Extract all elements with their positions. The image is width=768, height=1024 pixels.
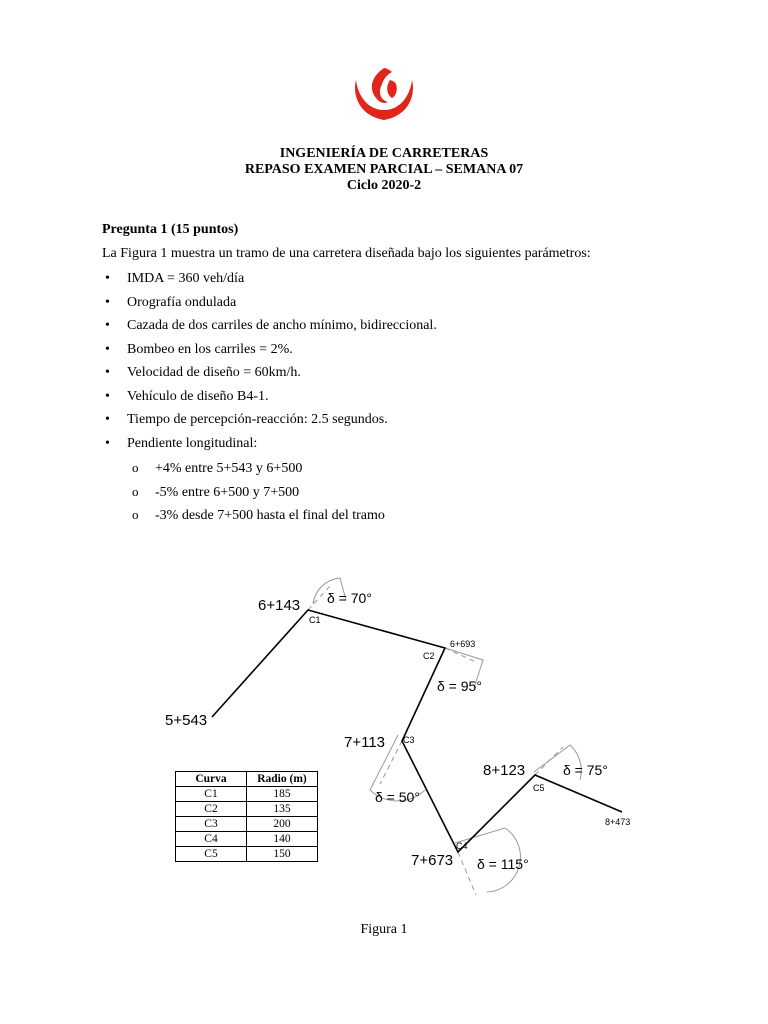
station-label-5543: 5+543: [165, 712, 208, 729]
curve-label-c1: C1: [309, 615, 321, 625]
delta-label-c2: δ = 95°: [437, 678, 482, 694]
question-title: Pregunta 1 (15 puntos): [102, 222, 239, 237]
table-row: [176, 802, 318, 817]
list-item: • Vehículo de diseño B4-1.: [102, 388, 437, 412]
list-item: o -5% entre 6+500 y 7+500: [130, 484, 385, 508]
station-label-8123: 8+123: [483, 762, 526, 779]
tangent-extension-c5: [535, 747, 563, 775]
delta-label-c1: δ = 70°: [327, 590, 372, 606]
tangent-extension-c4: [458, 852, 476, 895]
table-cell: 185: [247, 787, 318, 802]
slope-list: [130, 460, 385, 531]
list-item: • Pendiente longitudinal:: [102, 435, 437, 459]
curve-label-c4: C4: [456, 841, 468, 851]
table-row: [176, 817, 318, 832]
table-header-cell: Curva: [176, 772, 247, 787]
exam-title: REPASO EXAMEN PARCIAL – SEMANA 07: [244, 162, 524, 177]
question-intro: La Figura 1 muestra un tramo de una carretera diseñada bajo los siguientes parámetros:: [102, 246, 591, 261]
parameter-list: [102, 270, 437, 458]
station-label-8473: 8+473: [605, 817, 631, 827]
table-cell: 135: [247, 802, 318, 817]
list-item: o +4% entre 5+543 y 6+500: [130, 460, 385, 484]
university-logo: [350, 66, 418, 122]
delta-label-c4: δ = 115°: [477, 856, 529, 872]
table-cell: C5: [176, 847, 247, 862]
road-alignment-figure: [0, 560, 768, 910]
table-cell: C4: [176, 832, 247, 847]
table-cell: 140: [247, 832, 318, 847]
cycle-label: Ciclo 2020-2: [346, 178, 422, 193]
table-row: [176, 832, 318, 847]
list-item: o -3% desde 7+500 hasta el final del tramo: [130, 507, 385, 531]
table-cell: C2: [176, 802, 247, 817]
document-header: [0, 146, 768, 194]
list-item: • Velocidad de diseño = 60km/h.: [102, 364, 437, 388]
station-label-7673: 7+673: [411, 852, 454, 869]
station-label-6693: 6+693: [450, 639, 476, 649]
list-item: • Bombeo en los carriles = 2%.: [102, 341, 437, 365]
delta-label-c3: δ = 50°: [375, 789, 420, 805]
delta-label-c5: δ = 75°: [563, 762, 608, 778]
curve-label-c3: C3: [403, 735, 415, 745]
tangent-extension-c2: [445, 648, 476, 662]
list-item: • IMDA = 360 veh/día: [102, 270, 437, 294]
table-cell: C3: [176, 817, 247, 832]
table-cell: 200: [247, 817, 318, 832]
table-row: [176, 847, 318, 862]
table-header-cell: Radio (m): [247, 772, 318, 787]
station-label-7113: 7+113: [344, 734, 386, 751]
radius-table: [175, 771, 318, 862]
list-item: • Cazada de dos carriles de ancho mínimo, bidireccional.: [102, 317, 437, 341]
figure-caption: Figura 1: [360, 922, 408, 937]
course-title: INGENIERÍA DE CARRETERAS: [279, 146, 489, 161]
curve-label-c5: C5: [533, 783, 545, 793]
table-cell: 150: [247, 847, 318, 862]
list-item: • Tiempo de percepción-reacción: 2.5 segundos.: [102, 411, 437, 435]
curve-label-c2: C2: [423, 651, 435, 661]
station-label-6143: 6+143: [258, 597, 301, 614]
table-cell: C1: [176, 787, 247, 802]
list-item: • Orografía ondulada: [102, 294, 437, 318]
table-row: [176, 787, 318, 802]
table-header-row: [176, 772, 318, 787]
